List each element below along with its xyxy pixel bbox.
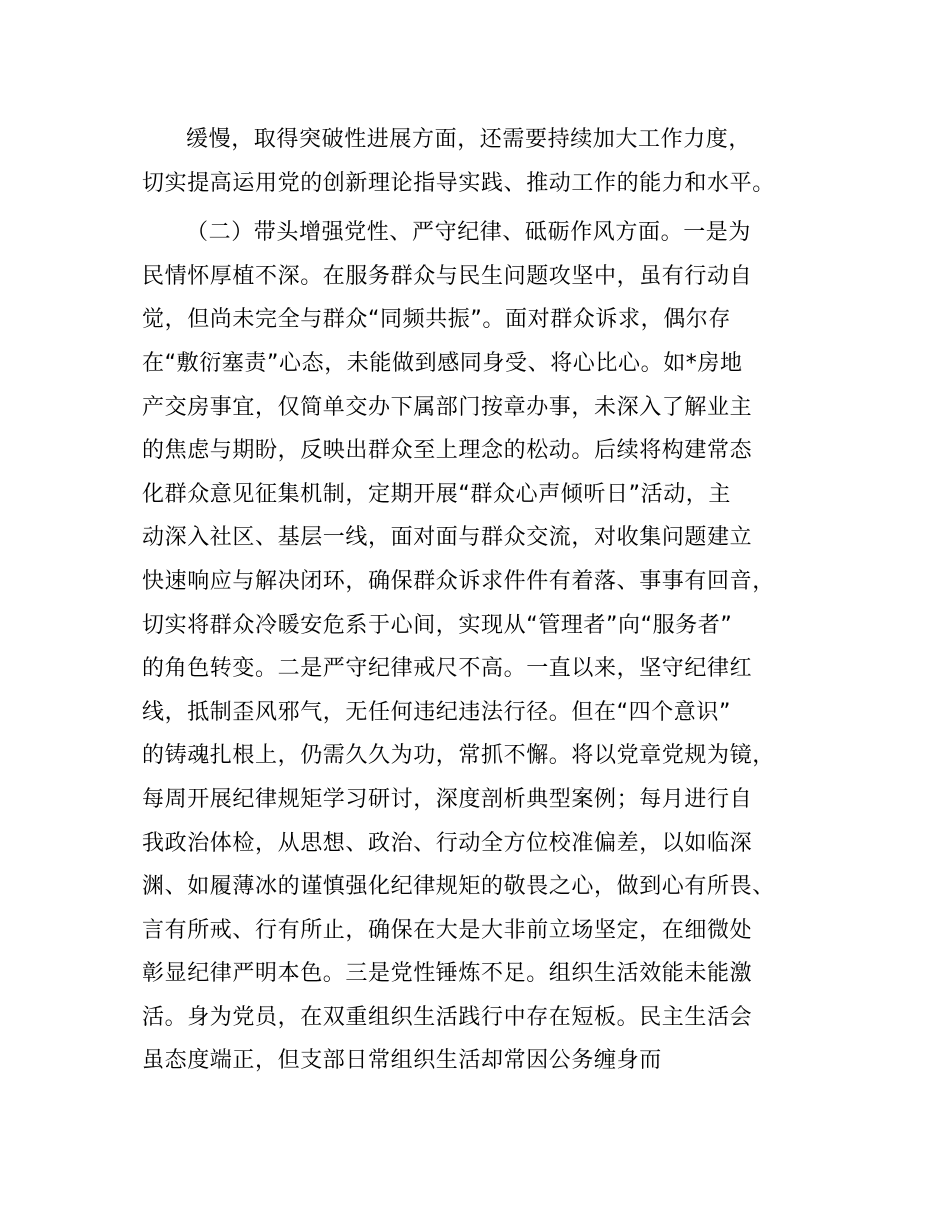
paragraph-1 xyxy=(142,118,842,205)
text-line: 活。身为党员，在双重组织生活践行中存在短板。民主生活会 xyxy=(142,1004,753,1030)
text-line: 民情怀厚植不深。在服务群众与民生问题攻坚中，虽有行动自 xyxy=(142,263,753,289)
text-line: 渊、如履薄冰的谨慎强化纪律规矩的敬畏之心，做到心有所畏、 xyxy=(142,874,775,900)
text-line: 快速响应与解决闭环，确保群众诉求件件有着落、事事有回音， xyxy=(142,568,775,594)
text-line: 切实提高运用党的创新理论指导实践、推动工作的能力和水平。 xyxy=(142,170,775,196)
document-body xyxy=(142,118,842,1083)
text-line: 动深入社区、基层一线，面对面与群众交流，对收集问题建立 xyxy=(142,525,753,551)
text-line: 彰显纪律严明本色。三是党性锤炼不足。组织生活效能未能激 xyxy=(142,961,753,987)
text-line: （二）带头增强党性、严守纪律、砥砺作风方面。一是为 xyxy=(186,220,752,246)
text-line: 线，抵制歪风邪气，无任何违纪违法行径。但在“四个意识” xyxy=(142,699,731,725)
text-line: 化群众意见征集机制，定期开展“群众心声倾听日”活动，主 xyxy=(142,481,731,507)
text-line: 言有所戒、行有所止，确保在大是大非前立场坚定，在细微处 xyxy=(142,917,753,943)
text-line: 的焦虑与期盼，反映出群众至上理念的松动。后续将构建常态 xyxy=(142,438,753,464)
text-line: 的铸魂扎根上，仍需久久为功，常抓不懈。将以党章党规为镜， xyxy=(142,743,775,769)
text-line: 切实将群众冷暖安危系于心间，实现从“管理者”向“服务者” xyxy=(142,612,733,638)
text-line: 觉，但尚未完全与群众“同频共振”。面对群众诉求，偶尔存 xyxy=(142,307,731,333)
paragraph-2 xyxy=(142,211,842,1083)
text-line: 每周开展纪律规矩学习研讨，深度剖析典型案例；每月进行自 xyxy=(142,786,753,812)
text-line: 缓慢，取得突破性进展方面，还需要持续加大工作力度， xyxy=(186,127,752,152)
text-line: 产交房事宜，仅简单交办下属部门按章办事，未深入了解业主 xyxy=(142,394,753,420)
text-line: 我政治体检，从思想、政治、行动全方位校准偏差，以如临深 xyxy=(142,830,753,856)
text-line: 的角色转变。二是严守纪律戒尺不高。一直以来，坚守纪律红 xyxy=(142,656,753,682)
text-line: 虽态度端正，但支部日常组织生活却常因公务缠身而 xyxy=(142,1048,662,1074)
text-line: 在“敷衍塞责”心态，未能做到感同身受、将心比心。如*房地 xyxy=(142,350,743,376)
